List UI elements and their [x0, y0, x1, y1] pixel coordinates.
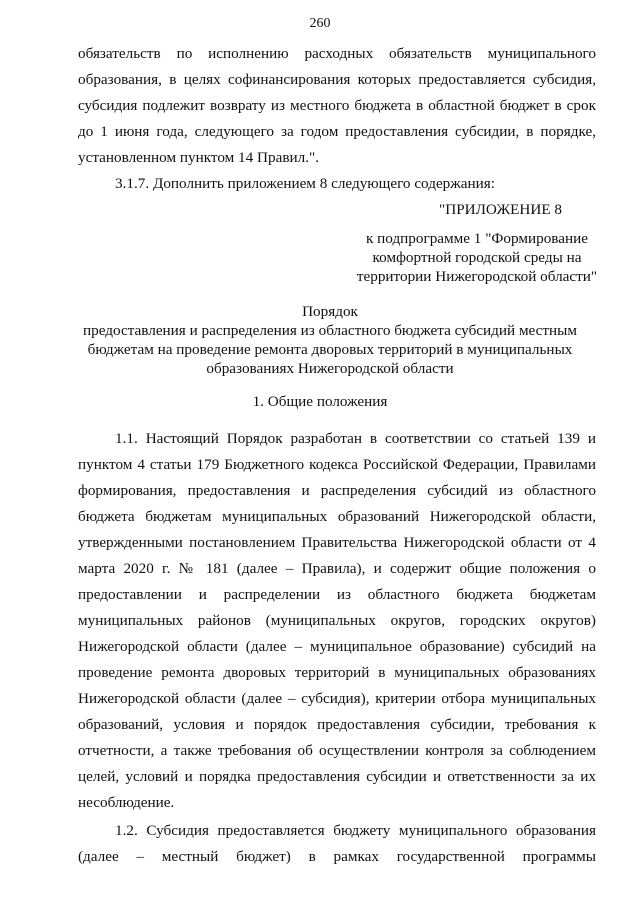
paragraph-line: Нижегородской области (далее – муниципальное образование) субсидий на	[78, 638, 596, 655]
intro-line: обязательств по исполнению расходных обязательств муниципального	[78, 45, 596, 62]
appendix-subtitle-line: комфортной городской среды на	[372, 249, 582, 266]
appendix-subtitle	[352, 229, 602, 286]
paragraph-line: бюджета бюджетам муниципальных образований Нижегородской области,	[78, 508, 596, 525]
order-title: Порядок	[302, 303, 358, 320]
clause-text: 3.1.7. Дополнить приложением 8 следующего содержания:	[115, 175, 495, 192]
appendix-subtitle-line: территории Нижегородской области"	[356, 268, 598, 285]
paragraph-line: образований, условия и порядок предоставления субсидии, требования к	[78, 716, 596, 733]
order-subtitle-line: предоставления и распределения из областного бюджета субсидий местным	[83, 322, 577, 339]
paragraph-line: целей, условий и порядка предоставления субсидии и ответственности за их	[78, 768, 596, 785]
appendix-title: "ПРИЛОЖЕНИЕ 8	[439, 201, 562, 218]
paragraph-line: несоблюдение.	[78, 794, 175, 811]
order-subtitle-line: бюджетам на проведение ремонта дворовых территорий в муниципальных	[87, 341, 573, 358]
intro-line: образования, в целях софинансирования которых предоставляется субсидия,	[78, 71, 596, 88]
paragraph-line: (далее – местный бюджет) в рамках государственной программы	[78, 848, 596, 865]
paragraph-line: 1.1. Настоящий Порядок разработан в соответствии со статьей 139 и	[115, 430, 596, 447]
intro-line: до 1 июня года, следующего за годом предоставления субсидии, в порядке,	[78, 123, 596, 140]
paragraph-line: марта 2020 г. № 181 (далее – Правила), и содержит общие положения о	[78, 560, 596, 577]
paragraph-line: 1.2. Субсидия предоставляется бюджету муниципального образования	[115, 822, 596, 839]
paragraph-line: предоставлении и распределении из областного бюджета бюджетам	[78, 586, 596, 603]
appendix-subtitle-line: к подпрограмме 1 "Формирование	[365, 230, 588, 247]
paragraph-line: отчетности, а также требования об осуществлении контроля за соблюдением	[78, 742, 596, 759]
paragraph-line: формирования, предоставления и распределения субсидий из областного	[78, 482, 596, 499]
paragraph-line: утвержденными постановлением Правительства Нижегородской области от 4	[78, 534, 596, 551]
paragraph-line: муниципальных районов (муниципальных округов, городских округов)	[78, 612, 596, 629]
order-heading	[80, 302, 580, 378]
intro-line: установленном пунктом 14 Правил.".	[78, 149, 320, 166]
page-number: 260	[309, 16, 331, 31]
section-heading: 1. Общие положения	[252, 393, 388, 410]
paragraph-line: проведение ремонта дворовых территорий в муниципальных образованиях	[78, 664, 596, 681]
intro-line: субсидия подлежит возврату из местного бюджета в областной бюджет в срок	[78, 97, 596, 114]
paragraph-line: Нижегородской области (далее – субсидия), критерии отбора муниципальных	[78, 690, 596, 707]
paragraph-line: пунктом 4 статьи 179 Бюджетного кодекса Российской Федерации, Правилами	[78, 456, 596, 473]
order-subtitle-line: образованиях Нижегородской области	[206, 360, 454, 377]
